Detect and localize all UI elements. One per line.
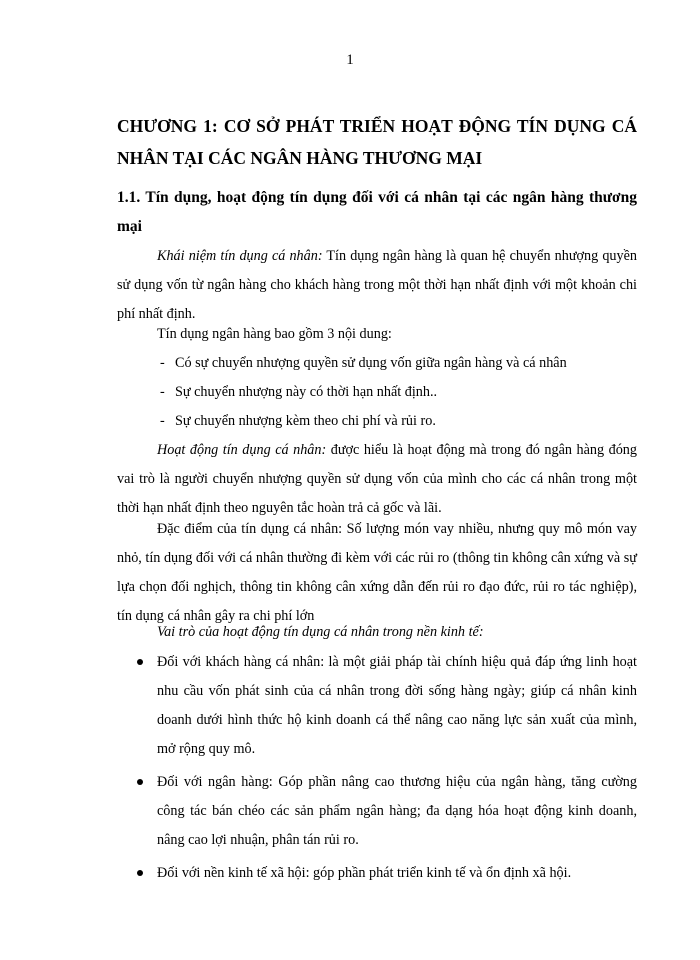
paragraph-role [117,618,637,647]
paragraph-definition [117,242,637,329]
page-number: 1 [346,52,354,68]
bullet-icon [137,870,143,876]
bullet-icon [137,659,143,665]
chapter-title: CHƯƠNG 1: CƠ SỞ PHÁT TRIỂN HOẠT ĐỘNG TÍN DỤNG CÁ NHÂN TẠI CÁC NGÂN HÀNG THƯƠNG MẠI [117,116,637,168]
list-item: - Sự chuyển nhượng này có thời hạn nhất định.. [160,378,640,407]
paragraph-characteristics: Đặc điểm của tín dụng cá nhân: Số lượng món vay nhiều, nhưng quy mô món vay nhỏ, tín dụng đối với cá nhân thường đi kèm với các rủi ro (thông tin không cân xứng và sự lựa chọn đối nghịch, thông tin không cân xứng dẫn đến rủi ro đạo đức, rủi ro tác nghiệp), tín dụng cá nhân gây ra chi phí lớn [117,521,637,624]
list-item: Đối với nền kinh tế xã hội: góp phần phát triển kinh tế và ổn định xã hội. [117,859,637,888]
paragraph-activity [117,436,637,523]
term-definition: Khái niệm tín dụng cá nhân: [157,248,323,264]
bullet-icon [137,779,143,785]
dash-marker: - [160,384,165,400]
list-item: Đối với ngân hàng: Góp phần nâng cao thương hiệu của ngân hàng, tăng cường công tác bán chéo các sản phẩm ngân hàng; đa dạng hóa hoạt động kinh doanh, nâng cao lợi nhuận, phân tán rủi ro. [117,768,637,855]
paragraph-definition-text: Tín dụng ngân hàng là quan hệ chuyển nhượng quyền sử dụng vốn từ ngân hàng cho khách hàng trong một thời hạn nhất định với một khoản chi phí nhất định. [117,248,637,322]
term-activity: Hoạt động tín dụng cá nhân: [157,442,327,458]
list-item: Đối với khách hàng cá nhân: là một giải pháp tài chính hiệu quả đáp ứng linh hoạt nhu cầu vốn phát sinh của cá nhân trong đời sống hàng ngày; giúp cá nhân kinh doanh dưới hình thức hộ kinh doanh cá thể nâng cao năng lực sản xuất của mình, mở rộng quy mô. [117,648,637,764]
list-item: - Sự chuyển nhượng kèm theo chi phí và rủi ro. [160,407,640,436]
bullet-list [117,648,637,892]
dash-marker: - [160,355,165,371]
dash-list [160,349,640,436]
term-role: Vai trò của hoạt động tín dụng cá nhân trong nền kinh tế: [157,624,484,640]
section-title: 1.1. Tín dụng, hoạt động tín dụng đối với cá nhân tại các ngân hàng thương mại [117,189,637,235]
paragraph-contents-intro: Tín dụng ngân hàng bao gồm 3 nội dung: [157,326,392,342]
dash-marker: - [160,413,165,429]
list-item: - Có sự chuyển nhượng quyền sử dụng vốn giữa ngân hàng và cá nhân [160,349,640,378]
paragraph-activity-text: được hiểu là hoạt động mà trong đó ngân hàng đóng vai trò là người chuyển nhượng quyền sử dụng vốn của mình cho các cá nhân trong một thời hạn nhất định theo nguyên tắc hoàn trả cả gốc và lãi. [117,442,637,516]
